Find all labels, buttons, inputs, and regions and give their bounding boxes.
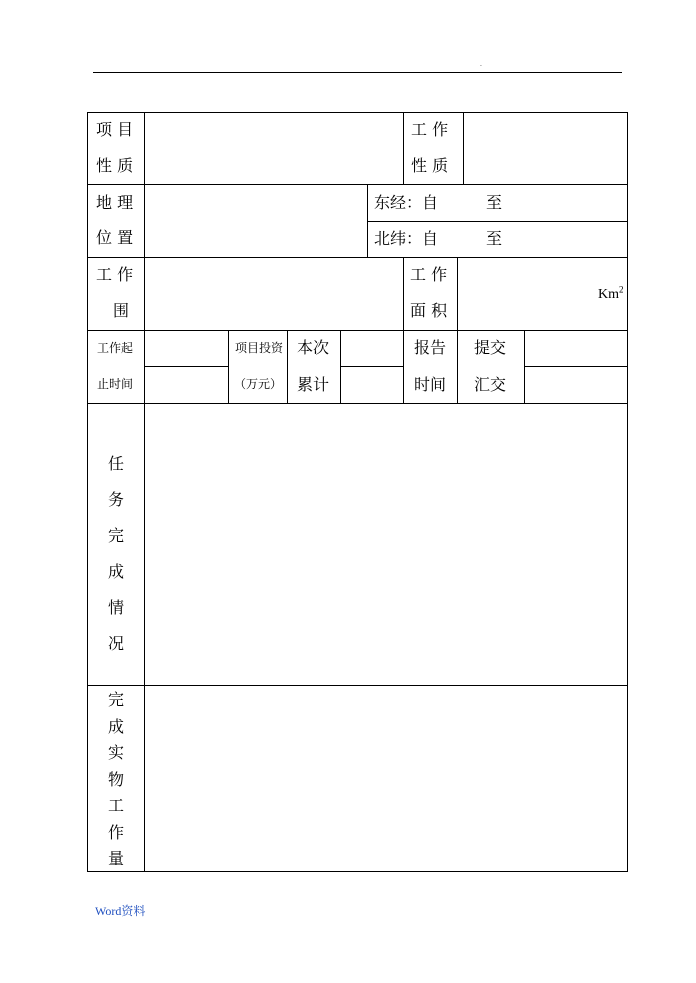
footer-text: Word资料 bbox=[95, 904, 146, 918]
col-divider bbox=[367, 184, 368, 258]
col-divider bbox=[287, 330, 288, 404]
project-label-1: 项 目 bbox=[96, 120, 134, 139]
compile-time-field[interactable] bbox=[525, 367, 627, 403]
row-divider bbox=[367, 221, 628, 222]
investment-this-field[interactable] bbox=[341, 331, 403, 366]
area-label-2: 面 积 bbox=[410, 301, 448, 320]
project-label-2: 性 质 bbox=[96, 156, 134, 175]
time-label-2: 止时间 bbox=[97, 377, 134, 391]
col-divider bbox=[228, 330, 229, 404]
submit-label: 提交 bbox=[474, 338, 507, 357]
east-to-label: 至 bbox=[486, 193, 503, 212]
report-time-label-1: 报告 bbox=[414, 338, 447, 357]
investment-cumulative-field[interactable] bbox=[341, 367, 403, 403]
this-time-label: 本次 bbox=[297, 338, 330, 357]
col-divider bbox=[457, 257, 458, 404]
location-label-1: 地 理 bbox=[96, 193, 134, 212]
col-divider bbox=[403, 112, 404, 185]
east-longitude-label: 东经：自 bbox=[374, 193, 439, 212]
area-unit: Km$^2$ bbox=[598, 284, 624, 302]
investment-label-2: （万元） bbox=[234, 377, 283, 391]
location-label-2: 位 置 bbox=[96, 228, 134, 247]
location-field[interactable] bbox=[145, 185, 367, 257]
table-border-bottom bbox=[87, 871, 628, 872]
end-time-field[interactable] bbox=[145, 367, 228, 403]
task-completion-label: 任务完成情况 bbox=[108, 454, 125, 653]
north-latitude-label: 北纬：自 bbox=[374, 229, 439, 248]
col-divider bbox=[403, 257, 404, 404]
scope-field[interactable] bbox=[145, 258, 403, 330]
start-time-field[interactable] bbox=[145, 331, 228, 366]
cumulative-label: 累计 bbox=[297, 375, 330, 394]
work-nature-label-1: 工 作 bbox=[411, 120, 449, 139]
report-time-label-2: 时间 bbox=[414, 375, 447, 394]
header-rule bbox=[93, 72, 622, 73]
area-label-1: 工 作 bbox=[410, 265, 448, 284]
physical-workload-field[interactable] bbox=[145, 686, 627, 871]
table-border-right bbox=[627, 112, 628, 872]
work-nature-field[interactable] bbox=[464, 113, 627, 184]
submit-time-field[interactable] bbox=[525, 331, 627, 366]
table-border-left bbox=[87, 112, 88, 872]
time-label-1: 工作起 bbox=[97, 341, 134, 355]
work-nature-label-2: 性 质 bbox=[411, 156, 449, 175]
physical-workload-label: 完成实物工作量 bbox=[108, 690, 125, 868]
header-mark: . bbox=[480, 61, 482, 68]
north-to-label: 至 bbox=[486, 229, 503, 248]
investment-label-1: 项目投资 bbox=[235, 341, 284, 355]
compile-label: 汇交 bbox=[474, 375, 507, 394]
task-completion-field[interactable] bbox=[145, 404, 627, 685]
scope-label-1: 工 作 bbox=[96, 265, 134, 284]
scope-label-2: 围 bbox=[113, 301, 130, 320]
project-nature-field[interactable] bbox=[145, 113, 403, 184]
